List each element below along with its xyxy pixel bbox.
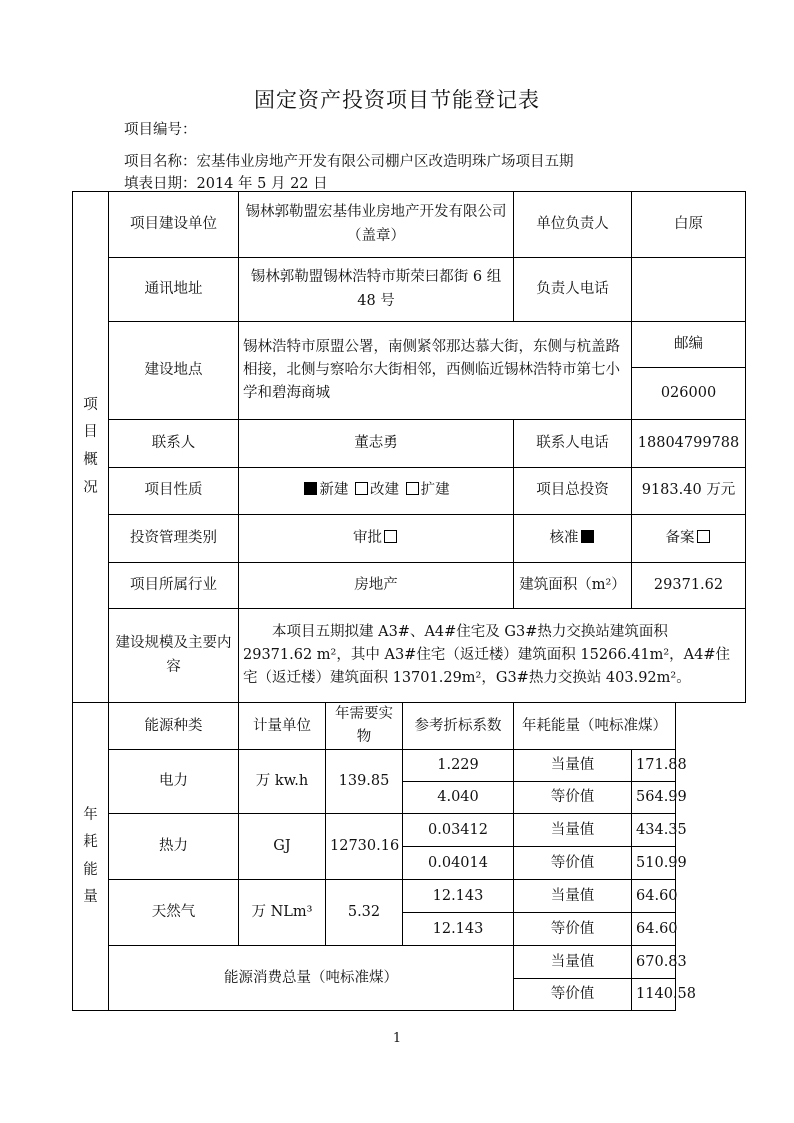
- option-record-cell: [632, 515, 746, 563]
- label-industry: 项目所属行业: [109, 563, 239, 609]
- project-name-line: [124, 150, 574, 171]
- value-contact: 董志勇: [239, 420, 514, 468]
- value-postcode: 026000: [632, 368, 746, 420]
- row-scale-content: [73, 609, 746, 703]
- value-contact-phone: 18804799788: [632, 420, 746, 468]
- row-address: [73, 258, 746, 322]
- label-leader-phone: 负责人电话: [514, 258, 632, 322]
- value-project-nature: [239, 468, 514, 515]
- value-equivalent: 434.35: [632, 814, 676, 847]
- section-annual-energy: [73, 703, 109, 1011]
- section-char: 量: [83, 889, 98, 906]
- row-project-nature: [73, 468, 746, 515]
- label-equivalent-value: 当量值: [514, 814, 632, 847]
- label-equivalent-value: 当量值: [514, 750, 632, 782]
- row-construction-unit: [73, 192, 746, 258]
- label-project-nature: 项目性质: [109, 468, 239, 515]
- section-char: 况: [83, 479, 98, 496]
- energy-row-electricity: [73, 750, 746, 782]
- option-verify-cell: [514, 515, 632, 563]
- row-contact: [73, 420, 746, 468]
- value-equivalent: 171.88: [632, 750, 676, 782]
- header-consumption: 年耗能量（吨标准煤）: [514, 703, 676, 750]
- header-energy-type: 能源种类: [109, 703, 239, 750]
- energy-coef-equal: 0.04014: [403, 847, 514, 880]
- value-total-equal: 1140.58: [632, 979, 676, 1011]
- energy-row-gas: [73, 880, 746, 913]
- label-contact-phone: 联系人电话: [514, 420, 632, 468]
- header-annual-qty: 年需要实物: [326, 703, 403, 750]
- energy-total-row: [73, 946, 746, 979]
- option-record: 备案: [665, 529, 695, 546]
- project-number-label: 项目编号：: [124, 122, 197, 138]
- project-name-value: 宏基伟业房地产开发有限公司棚户区改造明珠广场项目五期: [196, 154, 574, 170]
- checkbox-new-checked: [304, 482, 317, 495]
- option-approval-cell: [239, 515, 514, 563]
- label-investment-category: 投资管理类别: [109, 515, 239, 563]
- label-equal-value: 等价值: [514, 979, 632, 1011]
- label-scale-content: 建设规模及主要内容: [109, 609, 239, 703]
- energy-coef-equal: 12.143: [403, 913, 514, 946]
- header-coefficient: 参考折标系数: [403, 703, 514, 750]
- value-unit-leader: 白原: [632, 192, 746, 258]
- label-building-area: 建筑面积（m²）: [514, 563, 632, 609]
- value-total-investment: 9183.40 万元: [632, 468, 746, 515]
- energy-type: 电力: [109, 750, 239, 814]
- checkbox-expand: [406, 482, 419, 495]
- energy-coef-equal: 4.040: [403, 782, 514, 814]
- energy-unit: 万 kw.h: [239, 750, 326, 814]
- option-verify: 核准: [549, 529, 579, 546]
- row-industry: [73, 563, 746, 609]
- energy-registration-table: [72, 191, 746, 1011]
- checkbox-rebuild: [355, 482, 368, 495]
- header-unit: 计量单位: [239, 703, 326, 750]
- energy-qty: 5.32: [326, 880, 403, 946]
- value-building-area: 29371.62: [632, 563, 746, 609]
- energy-qty: 12730.16: [326, 814, 403, 880]
- checkbox-verify-checked: [581, 530, 594, 543]
- row-location: [73, 322, 746, 368]
- label-equal-value: 等价值: [514, 913, 632, 946]
- energy-unit: 万 NLm³: [239, 880, 326, 946]
- value-equivalent: 64.60: [632, 880, 676, 913]
- value-equal: 510.99: [632, 847, 676, 880]
- option-expand: 扩建: [420, 482, 450, 499]
- label-location: 建设地点: [109, 322, 239, 420]
- fill-date-value: 2014 年 5 月 22 日: [196, 176, 328, 192]
- section-char: 项: [83, 396, 98, 413]
- label-address: 通讯地址: [109, 258, 239, 322]
- value-industry: 房地产: [239, 563, 514, 609]
- checkbox-record: [697, 530, 710, 543]
- energy-unit: GJ: [239, 814, 326, 880]
- label-contact: 联系人: [109, 420, 239, 468]
- value-equal: 564.99: [632, 782, 676, 814]
- label-total-investment: 项目总投资: [514, 468, 632, 515]
- value-leader-phone: [632, 258, 746, 322]
- fill-date-label: 填表日期：: [124, 176, 197, 192]
- energy-header-row: [73, 703, 746, 750]
- label-unit-leader: 单位负责人: [514, 192, 632, 258]
- section-char: 耗: [83, 834, 98, 851]
- energy-coef-equivalent: 12.143: [403, 880, 514, 913]
- energy-type: 天然气: [109, 880, 239, 946]
- value-total-equivalent: 670.83: [632, 946, 676, 979]
- option-new: 新建: [319, 482, 349, 499]
- value-equal: 64.60: [632, 913, 676, 946]
- fill-date-line: [124, 172, 328, 193]
- option-approval: 审批: [353, 529, 382, 546]
- energy-row-heat: [73, 814, 746, 847]
- label-equivalent-value: 当量值: [514, 880, 632, 913]
- section-char: 概: [83, 452, 98, 468]
- label-equivalent-value: 当量值: [514, 946, 632, 979]
- page-number: 1: [392, 1031, 402, 1046]
- project-number-line: [124, 118, 197, 139]
- value-address: 锡林郭勒盟锡林浩特市斯荣曰都街 6 组 48 号: [239, 258, 514, 322]
- label-total-consumption: 能源消费总量（吨标准煤）: [109, 946, 514, 1011]
- project-name-label: 项目名称：: [124, 154, 197, 170]
- value-construction-unit: 锡林郭勒盟宏基伟业房地产开发有限公司（盖章）: [239, 192, 514, 258]
- label-postcode: 邮编: [632, 322, 746, 368]
- row-investment-category: [73, 515, 746, 563]
- label-construction-unit: 项目建设单位: [109, 192, 239, 258]
- option-rebuild: 改建: [370, 482, 399, 499]
- section-char: 年: [83, 806, 98, 823]
- document-title: 固定资产投资项目节能登记表: [254, 88, 540, 112]
- checkbox-approval: [384, 530, 397, 543]
- energy-coef-equivalent: 1.229: [403, 750, 514, 782]
- energy-type: 热力: [109, 814, 239, 880]
- section-project-overview: [73, 192, 109, 703]
- value-scale-content: 本项目五期拟建 A3#、A4#住宅及 G3#热力交换站建筑面积 29371.62 m²，其中 A3#住宅（返迁楼）建筑面积 15266.41m²，A4#住宅（返迁楼）建筑面积 13701.29m²，G3#热力交换站 403.92m²。: [239, 609, 746, 703]
- energy-coef-equivalent: 0.03412: [403, 814, 514, 847]
- value-location: 锡林浩特市原盟公署，南侧紧邻那达慕大街，东侧与杭盖路相接，北侧与察哈尔大街相邻，西侧临近锡林浩特市第七小学和碧海商城: [239, 322, 632, 420]
- energy-qty: 139.85: [326, 750, 403, 814]
- section-char: 能: [83, 861, 98, 878]
- label-equal-value: 等价值: [514, 847, 632, 880]
- section-char: 目: [83, 424, 98, 441]
- label-equal-value: 等价值: [514, 782, 632, 814]
